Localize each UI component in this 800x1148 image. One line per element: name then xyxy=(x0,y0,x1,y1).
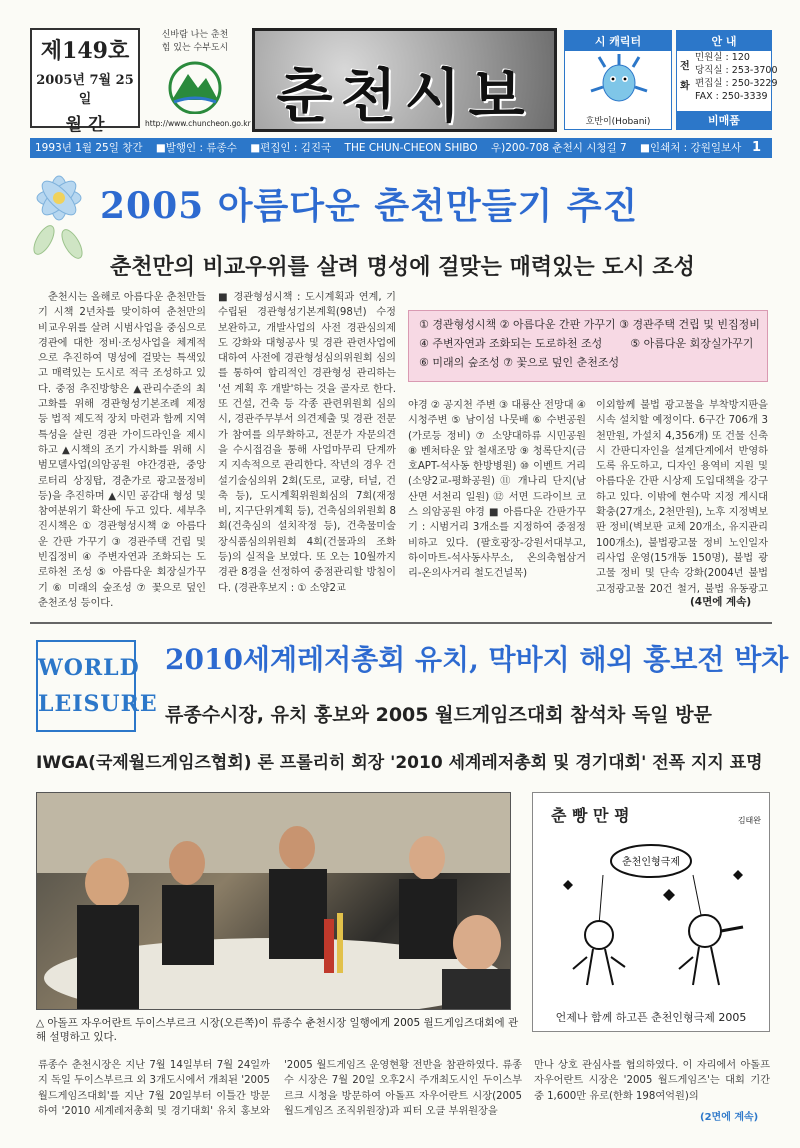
mascot-box xyxy=(564,30,672,130)
publication-info-bar xyxy=(30,138,772,158)
info-row: 편집실 : 250-3229 xyxy=(695,78,778,89)
policy-line-2: ④ 주변자연과 조화되는 도로하천 조성 ⑤ 아름다운 회장실가꾸기 xyxy=(419,337,754,350)
founded-date: 1993년 1월 25일 창간 xyxy=(35,142,143,154)
puppet-cartoon-icon xyxy=(543,835,761,995)
free-label: 비매품 xyxy=(677,111,771,129)
editor: ■편집인 : 김진국 xyxy=(250,142,332,154)
policy-line-1: ① 경관형성시책 ② 아름다운 간판 가꾸기 ③ 경관주택 건립 및 빈집정비 xyxy=(419,318,760,331)
mascot-header: 시 캐릭터 xyxy=(565,31,671,51)
publisher: ■발행인 : 류종수 xyxy=(155,142,237,154)
article-2-subhead: 류종수시장, 유치 홍보와 2005 월드게임즈대회 참석차 독일 방문 xyxy=(165,704,712,726)
address: 우)200-708 춘천시 시청길 7 xyxy=(490,142,627,154)
city-url[interactable]: http://www.chuncheon.go.kr xyxy=(145,119,251,128)
cartoon-banner: 춘천인형극제 xyxy=(622,857,680,868)
page-number: 1 xyxy=(751,140,761,155)
info-row: FAX : 250-3339 xyxy=(695,91,768,102)
policy-line-3: ⑥ 미래의 숲조성 ⑦ 꽃으로 덮인 춘천조성 xyxy=(419,356,620,369)
info-row: 당직실 : 253-3700 xyxy=(695,65,778,76)
logo-word-1: WORLD xyxy=(38,655,140,681)
meeting-scene-icon xyxy=(37,793,511,1010)
info-side-label: 전화 xyxy=(680,61,690,92)
newspaper-title: 춘천시보 xyxy=(276,62,533,130)
printer: ■인쇄처 : 강원일보사 xyxy=(640,142,742,154)
article-1-column-2: ■ 경관형성시책 : 도시계획과 연계, 기 수립된 경관형성기본계획(98년) 수정 보완하고, 개발사업의 사전 경관심의제도 강화와 대형공사 및 경관 관련사업에 대하여 사전에 경관형성심의위원회 심의를 통하여 합리적인 경관형성 관리하는 '선 계획 후 개발'하는 것을 골자로 한다. 또 건설, 건축 등 각종 관련위원회 심의시, 경관주무부서 의견제출 및 경관 전문가 참여를 의무화하고, 전문가 자문의견을 수시접검을 통해 사업마무리 단계까지 지속적으로 관리한다. 작년의 경우 건설기술심의위 2회(도로, 교량, 터널, 건축 등), 도시계획위원회심의 7회(재정비, 지구단위계획 등), 건축심의위원회 8회(건축심의 설치작정 등), 건축물미술장식품심의위원회 4회(건물과의 조화 등)의 실적을 보였다. 또 오는 10월까지 경관 8경을 선정하여 중점관리할 방침이다. (경관후보지 : ① 소양2교 xyxy=(218,292,396,594)
mountain-logo-icon xyxy=(160,56,230,114)
issue-date: 2005년 7월 25일 xyxy=(36,73,134,107)
cartoon-title: 춘 빵 만 평 xyxy=(551,806,630,825)
cartoon-box xyxy=(532,792,770,1032)
article-1-subhead: 춘천만의 비교우위를 살려 명성에 걸맞는 매력있는 도시 조성 xyxy=(110,255,695,280)
article-1-column-3: 야경 ② 공지천 주변 ③ 대룡산 전망대 ④ 시청주변 ⑤ 남이섬 나뭇배 ⑥ 수변공원(가로등 정비) ⑦ 소양대하류 시민공원 ⑧ 벤처타운 앞 철새조망 ⑨ 청록단지(금호APT-석사동 한방병원) ⑩ 이벤트 거리(소양2교-평화공원) ⑪ 개나리 단지(남산면 서천리 일원) ⑫ 서면 드라이브 코스 의암공원 야경 ■ 아름다운 간판가꾸기 : 시범거리 3개소를 지정하여 중점정비하고 있다. (팔호광장-강원서대부고, 하이마트-석사동사무소, 온의축협삼거리-온의사거리 철도건널목) xyxy=(408,400,586,580)
article-2-subhead-2: IWGA(국제월드게임즈협회) 론 프롤리히 회장 '2010 세계레저총회 및 경기대회' 전폭 지지 표명 xyxy=(36,753,763,773)
info-row: 민원실 : 120 xyxy=(695,52,750,63)
article-1-column-1: 춘천시는 올해로 아름다운 춘천만들기 시책 2년차를 맞이하여 춘천만의 비교우위를 살려 시범사업을 중심으로 경관에 대한 정비·조성사업을 체계적으로 추진하여 명성에 걸맞는 특색있고 매력있는 도시로 적극 조성하고 있다. 중점 추진방향은 ▲관리수준의 최고화를 위해 경관형성기본조례 제정 등 법적 제도적 장치 마련과 함께 지역특성을 살린 경관 가이드라인을 제시하고 ▲시책의 조기 가시화를 위해 시범모델사업(의암공원 야간경관, 중앙로터리 상징탑, 경춘가로 광고물정비 등)을 추진하며 ▲시민 공감대 형성 및 참여분위기 확산에 두고 있다. 세부추진시책은 ① 경관형성시책 ② 아름다운 간판 가꾸기 ③ 경관주택 건립 및 빈집정비 ④ 주변자연과 조화되는 도로하천 조성 ⑤ 아름다운 회장실가꾸기 ⑥ 미래의 숲조성 ⑦ 꽃으로 덮인 춘천조성 등이다. xyxy=(38,292,206,608)
issue-number: 제149호 xyxy=(40,38,130,64)
contact-info-box xyxy=(676,30,778,130)
newspaper-title-box xyxy=(252,28,557,132)
issue-box xyxy=(30,28,140,135)
info-header: 안 내 xyxy=(677,31,771,51)
policy-list-box xyxy=(408,310,768,382)
mascot-name: 호반이(Hobani) xyxy=(585,117,651,127)
article-1-headline: 2005 아름다운 춘천만들기 추진 xyxy=(100,185,639,227)
photo-caption: △ 아돌프 자우어란트 두이스부르크 시장(오른쪽)이 류종수 춘천시장 일행에게 2005 월드게임즈대회에 관해 설명하고 있다. xyxy=(36,1017,519,1043)
article-2-column-3: 만나 상호 관심사를 협의하였다. 이 자리에서 아돌프 자우어란트 시장은 '2005 월드게임즈'는 대회 기간 중 1,600만 유로(한화 198여억원)의 xyxy=(534,1060,770,1102)
mascot-icon xyxy=(565,51,673,109)
slogan-line-2: 힘 있는 수부도시 xyxy=(161,43,229,53)
article-2-continued[interactable]: (2면에 계속) xyxy=(700,1112,759,1123)
article-2-column-1: 류종수 춘천시장은 지난 7월 14일부터 7월 24일까지 독일 두이스부르크 외 3개도시에서 개최된 '2005 월드게임즈대회'를 지난 7월 20일부터 이틀간 방문하여 '2010 세계레저총회 및 경기대회' 유치 홍보와 xyxy=(38,1060,270,1117)
flower-decoration-icon xyxy=(14,168,104,268)
logo-word-2: LEISURE xyxy=(38,691,158,717)
meeting-photo xyxy=(36,792,511,1010)
world-leisure-logo xyxy=(36,640,158,732)
article-2-headline: 2010세계레저총회 유치, 막바지 해외 홍보전 박차 xyxy=(165,643,789,676)
issue-frequency: 월 간 xyxy=(65,115,105,135)
english-title: THE CHUN-CHEON SHIBO xyxy=(344,142,478,154)
article-1-column-4: 이외함께 불법 광고물을 부착방지판을 시속 설치할 예정이다. 6구간 706개 3천만원, 가설치 4,356개) 또 건물 신축시 간판디자인을 설계단계에서 반영하도록 유도하고, 디자인 용역비 지원 및 아름다운 간판 시상제 도입대책을 강구하고 있다. 이밖에 현수막 지정 게시대 확충(27개소, 2천만원), 노후 지정벽보판 정비(벽보판 교체 20개소, 유지관리 100개소), 불법광고물 정비 노인일자리사업 운영(15개동 150명), 불법 광고물 정비 및 단속 강화(2004년 불법 고정광고물 20건 철거, 불법 유동광고 xyxy=(596,400,768,594)
section-divider xyxy=(30,622,772,624)
cartoon-caption: 언제나 함께 하고픈 춘천인형극제 2005 xyxy=(555,1011,747,1024)
article-1-continued[interactable]: (4면에 계속) xyxy=(690,596,752,608)
article-2-column-2: '2005 월드게임즈 운영현황 전반을 참관하였다. 류종수 시장은 7월 20일 오후2시 주개최도시인 두이스부르크 시청을 방문하여 아돌프 자우어란트 시장(2005 월드게임즈 조직위원장)과 피터 오클 부위원장을 xyxy=(284,1060,522,1117)
city-logo xyxy=(145,28,251,128)
cartoon-author: 김태완 xyxy=(737,816,761,825)
slogan-line-1: 신바람 나는 춘천 xyxy=(161,30,229,40)
